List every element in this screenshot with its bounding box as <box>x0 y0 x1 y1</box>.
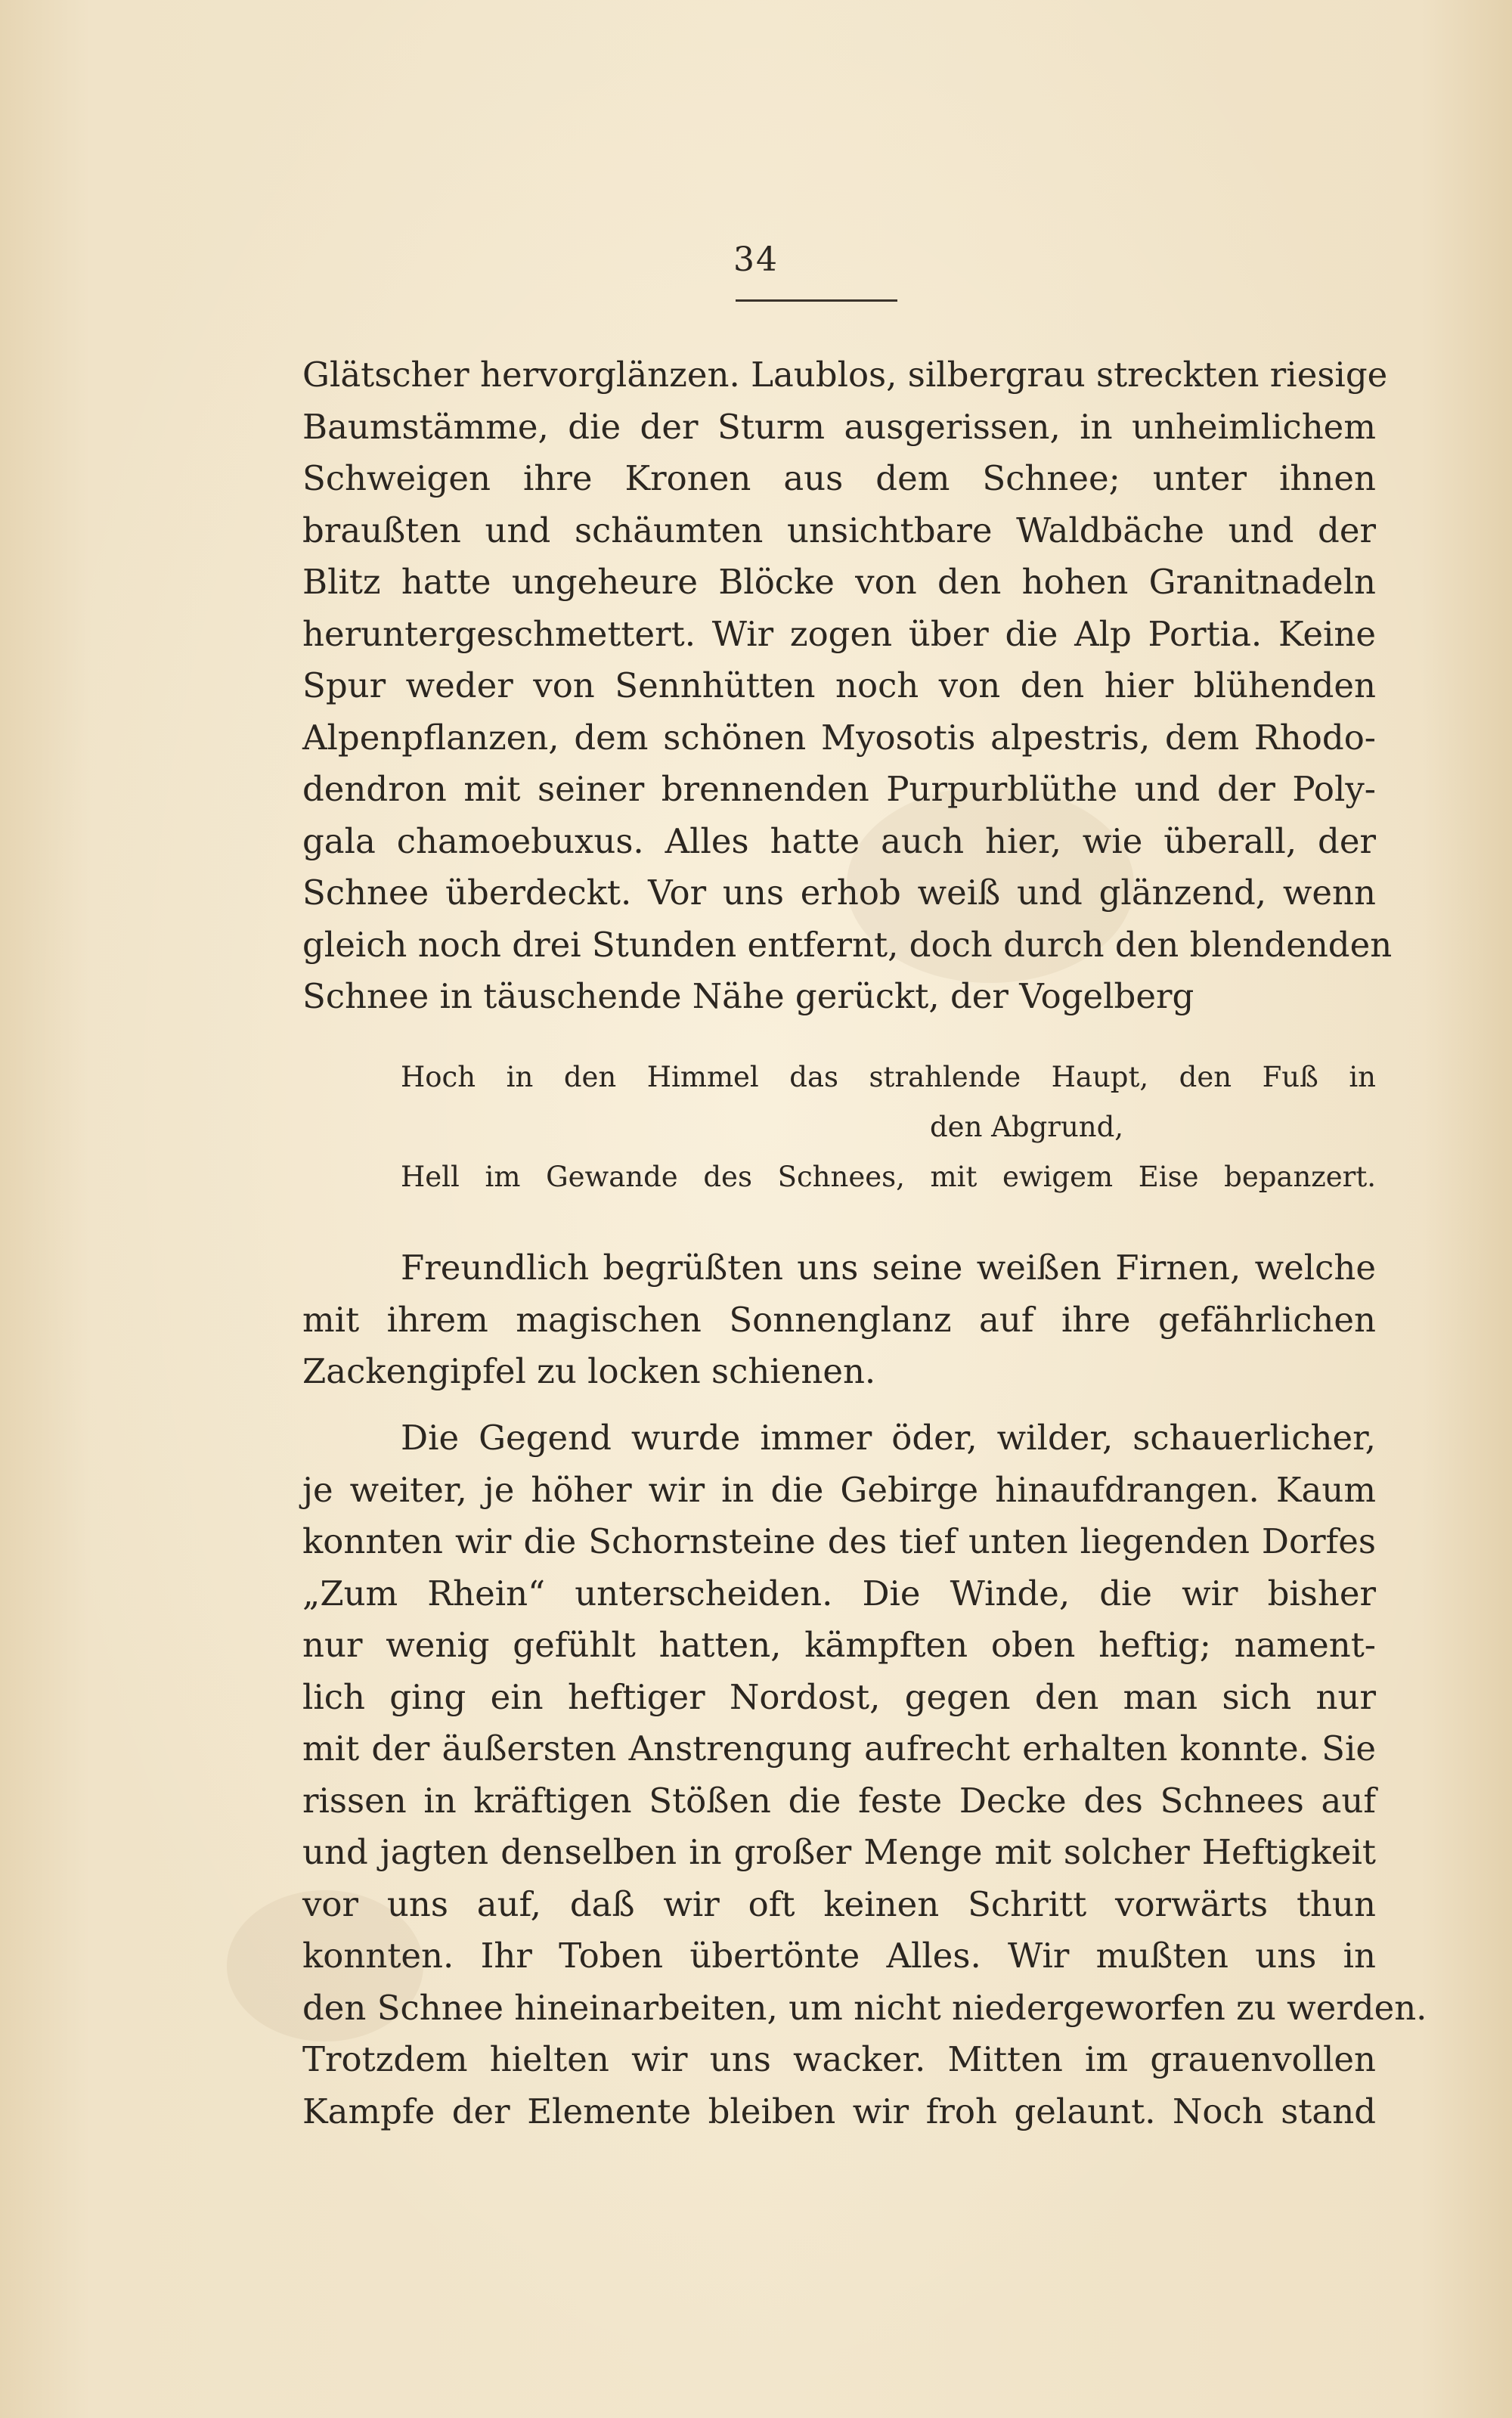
text-line: Trotzdem hielten wir uns wacker. Mitten im grauenvollen <box>302 2039 1376 2079</box>
text-line: konnten wir die Schornsteine des tief unten liegenden Dorfes <box>302 1521 1376 1561</box>
text-line: „Zum Rhein“ unterscheiden. Die Winde, die wir bisher <box>302 1573 1376 1614</box>
text-line: vor uns auf, daß wir oft keinen Schritt vorwärts thun <box>302 1883 1376 1924</box>
text-line: rissen in kräftigen Stößen die feste Decke des Schnees auf <box>302 1780 1376 1821</box>
paragraph-1 <box>302 349 1393 1023</box>
text-line: je weiter, je höher wir in die Gebirge hinaufdrangen. Kaum <box>302 1469 1376 1510</box>
text-line: Zackengipfel zu locken schienen. <box>302 1351 876 1391</box>
text-line: Baumstämme, die der Sturm ausgerissen, in unheimlichem <box>302 406 1376 447</box>
text-line: Schweigen ihre Kronen aus dem Schnee; unter ihnen <box>302 458 1376 498</box>
header-rule <box>736 299 897 302</box>
verse-line: Hoch in den Himmel das strahlende Haupt, den Fuß in <box>401 1061 1376 1093</box>
text-line: braußten und schäumten unsichtbare Waldbäche und der <box>302 510 1376 550</box>
text-line: mit der äußersten Anstrengung aufrecht erhalten konnte. Sie <box>302 1728 1376 1769</box>
text-line: gleich noch drei Stunden entfernt, doch durch den blendenden <box>302 924 1393 965</box>
text-line: Kampfe der Elemente bleiben wir froh gelaunt. Noch stand <box>302 2091 1376 2131</box>
text-line: konnten. Ihr Toben übertönte Alles. Wir mußten uns in <box>302 1936 1376 1976</box>
text-line: Die Gegend wurde immer öder, wilder, schauerlicher, <box>401 1418 1376 1458</box>
page-number: 34 <box>733 240 779 279</box>
text-line: Blitz hatte ungeheure Blöcke von den hohen Granitnadeln <box>302 562 1376 602</box>
text-line: Schnee überdeckt. Vor uns erhob weiß und glänzend, wenn <box>302 873 1376 913</box>
paragraph-3 <box>302 1412 1427 2137</box>
verse-line: den Abgrund, <box>930 1111 1124 1143</box>
text-line: gala chamoebuxus. Alles hatte auch hier, wie überall, der <box>302 820 1376 861</box>
text-line: nur wenig gefühlt hatten, kämpften oben heftig; nament- <box>302 1625 1376 1665</box>
text-line: heruntergeschmettert. Wir zogen über die Alp Portia. Keine <box>302 613 1376 654</box>
text-line: und jagten denselben in großer Menge mit solcher Heftigkeit <box>302 1832 1376 1872</box>
text-line: Glätscher hervorglänzen. Laublos, silbergrau streckten riesige <box>302 355 1388 395</box>
verse-quotation <box>401 1052 1376 1202</box>
text-line: Alpenpflanzen, dem schönen Myosotis alpestris, dem Rhodo- <box>302 717 1376 758</box>
text-line: Freundlich begrüßten uns seine weißen Firnen, welche <box>401 1248 1376 1288</box>
text-line: Schnee in täuschende Nähe gerückt, der Vogelberg <box>302 976 1194 1016</box>
text-line: mit ihrem magischen Sonnenglanz auf ihre gefährlichen <box>302 1299 1376 1340</box>
paragraph-2 <box>302 1242 1376 1398</box>
text-line: den Schnee hineinarbeiten, um nicht niedergeworfen zu werden. <box>302 1987 1427 2028</box>
text-line: lich ging ein heftiger Nordost, gegen den man sich nur <box>302 1676 1376 1717</box>
text-line: Spur weder von Sennhütten noch von den hier blühenden <box>302 665 1376 705</box>
text-line: dendron mit seiner brennenden Purpurblüthe und der Poly- <box>302 769 1376 809</box>
verse-line: Hell im Gewande des Schnees, mit ewigem Eise bepanzert. <box>401 1161 1376 1193</box>
